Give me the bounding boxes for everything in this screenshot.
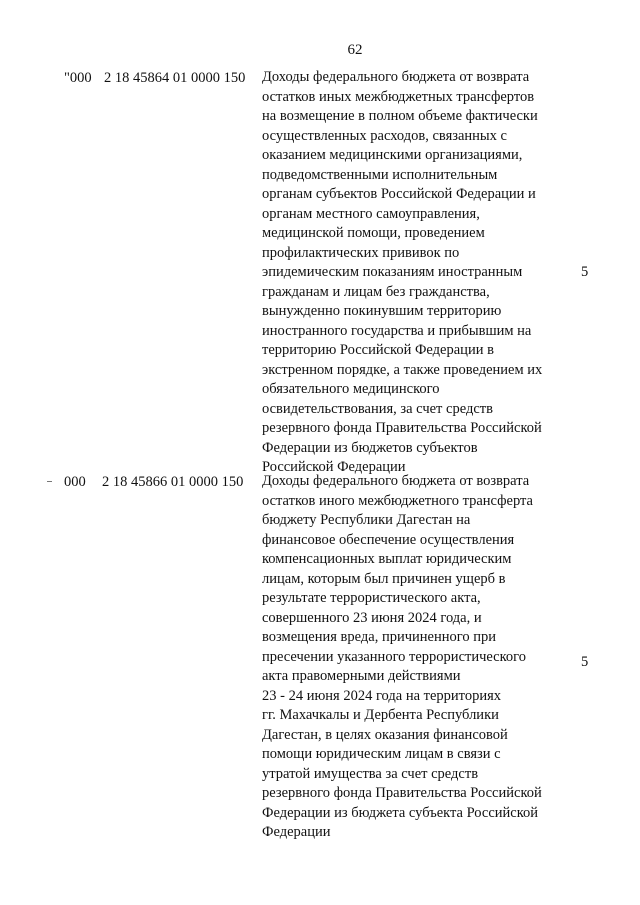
admin-code: 000	[64, 474, 86, 490]
description-line: финансовое обеспечение осуществления	[262, 531, 515, 548]
description-line: помощи юридическим лицам в связи с	[262, 746, 501, 762]
description-line: бюджету Республики Дагестан на	[262, 512, 471, 528]
description-line: лицам, которым был причинен ущерб в	[262, 570, 506, 587]
description-line: Федерации из бюджета субъекта Российской	[262, 804, 539, 821]
description-line: возмещения вреда, причиненного при	[262, 629, 496, 645]
description-line: гражданам и лицам без гражданства,	[262, 283, 490, 300]
amount: 5	[581, 264, 589, 280]
revenue-description	[262, 68, 552, 478]
description-line: Дагестан, в целях оказания финансовой	[262, 726, 508, 743]
description-line: акта правомерными действиями	[262, 668, 461, 684]
budget-classification-code: 2 18 45866 01 0000 150	[102, 474, 244, 490]
description-line: органам местного самоуправления,	[262, 205, 480, 222]
description-line: результате террористического акта,	[262, 590, 481, 606]
revenue-description	[262, 472, 552, 843]
description-line: освидетельствования, за счет средств	[262, 400, 493, 417]
description-line: остатков иного межбюджетного трансферта	[262, 492, 533, 509]
description-line: органам субъектов Российской Федерации и	[262, 186, 536, 202]
description-line: эпидемическим показаниям иностранным	[262, 264, 523, 280]
description-line: обязательного медицинского	[262, 381, 440, 397]
description-line: совершенного 23 июня 2024 года, и	[262, 609, 482, 626]
page-number: 62	[347, 42, 363, 58]
description-line: территорию Российской Федерации в	[262, 342, 494, 358]
budget-classification-code: 2 18 45864 01 0000 150	[104, 70, 246, 86]
description-line: оказанием медицинскими организациями,	[262, 147, 523, 163]
description-line: Федерации из бюджетов субъектов	[262, 439, 478, 456]
description-line: Доходы федерального бюджета от возврата	[262, 473, 530, 489]
description-line: резервного фонда Правительства Российской	[262, 785, 542, 801]
description-line: на возмещение в полном объеме фактически	[262, 108, 538, 124]
description-line: вынужденно покинувшим территорию	[262, 303, 502, 319]
admin-code: "000	[64, 70, 92, 86]
description-line: остатков иных межбюджетных трансфертов	[262, 88, 535, 105]
description-line: подведомственными исполнительным	[262, 166, 498, 183]
description-line: пресечении указанного террористического	[262, 648, 527, 665]
description-line: иностранного государства и прибывшим на	[262, 322, 532, 339]
description-line: Российской Федерации	[262, 459, 406, 475]
description-line: осуществленных расходов, связанных с	[262, 127, 507, 144]
description-line: медицинской помощи, проведением	[262, 225, 485, 241]
description-line: профилактических прививок по	[262, 244, 460, 261]
description-line: 23 - 24 июня 2024 года на территориях	[262, 687, 502, 704]
table-row	[0, 472, 640, 842]
amount: 5	[581, 654, 589, 670]
description-line: гг. Махачкалы и Дербента Республики	[262, 707, 499, 723]
description-line: экстренном порядке, а также проведением их	[262, 361, 543, 378]
description-line: Федерации	[262, 824, 331, 840]
description-line: компенсационных выплат юридическим	[262, 551, 512, 567]
table-row	[0, 68, 640, 473]
description-line: утратой имущества за счет средств	[262, 765, 479, 782]
description-line: Доходы федерального бюджета от возврата	[262, 69, 530, 85]
description-line: резервного фонда Правительства Российской	[262, 420, 542, 436]
